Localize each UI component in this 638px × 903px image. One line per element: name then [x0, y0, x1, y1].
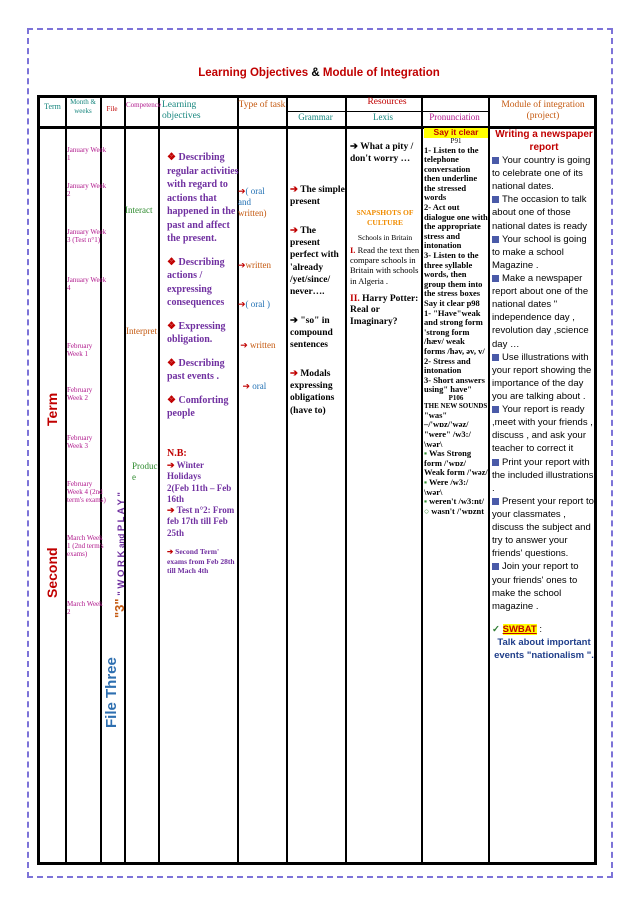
arrow-icon: ➔ [240, 339, 248, 350]
objective-5: ❖ Comforting people [167, 394, 229, 419]
module-title: Writing a newspaper report [495, 129, 593, 153]
new-sounds: THE NEW SOUNDS [424, 401, 488, 410]
square-bullet-icon [492, 498, 499, 505]
header-objectives: Learning objectives [162, 100, 201, 122]
objective-2: ❖ Describing actions / expressing consequences [167, 256, 225, 308]
header-grammar: Grammar [298, 112, 333, 122]
objective-4: ❖ Describing past events . [167, 357, 225, 382]
arrow-icon: ➔ [167, 460, 175, 470]
module-item: Your school is going to make a school Magazine . [492, 233, 587, 271]
lexis-item-1: ➔ What a pity / don't worry … [350, 142, 414, 164]
square-bullet-icon [492, 563, 499, 570]
month-feb-w3: February Week 3 [67, 434, 93, 451]
module-items [492, 154, 596, 613]
header-type: Type of task [238, 100, 286, 110]
month-jan-w4: January Week 4 [67, 276, 107, 293]
arrow-icon: ➔ [290, 315, 298, 326]
arrow-icon: ➔ [238, 260, 246, 271]
pron-were: "were" /w3:/ \wər\ [424, 428, 471, 449]
competence-interact: Interact [125, 205, 153, 215]
module-item: Use illustrations with your report showing the importance of the day you are talking about . [492, 351, 592, 402]
square-bullet-icon [492, 236, 499, 243]
swbat-line: ✓ SWBAT : [492, 623, 543, 635]
diamond-icon: ❖ [167, 357, 176, 369]
diamond-icon: ❖ [167, 394, 176, 406]
second-term-exams: ➔ Second Term' exams from Feb 28th till Mach 4th [167, 546, 235, 576]
module-column [492, 128, 596, 662]
pron-item-6: 3- Short answers using" have" [424, 374, 485, 395]
pron-wasnt: ○ wasn't /'wɒznt [424, 505, 485, 516]
title-part2: Module of Integration [322, 67, 440, 79]
competence-produce: Produce [132, 461, 158, 482]
page-title [0, 67, 638, 79]
header-lexis: Lexis [373, 112, 393, 122]
header-month: Month & weeks [70, 98, 96, 115]
arrow-icon: ➔ [290, 368, 298, 379]
competence-interpret: Interpret [126, 326, 157, 336]
square-bullet-icon [492, 354, 499, 361]
module-item: The occasion to talk about one of those national dates is ready [492, 194, 588, 232]
objectives-column [167, 151, 239, 576]
arrow-icon: ➔ [350, 142, 358, 152]
header-resources: Resources [367, 97, 407, 107]
arrow-icon: ➔ [290, 225, 298, 236]
header-module: Module of integration (project) [501, 100, 585, 121]
grammar-column [290, 184, 346, 417]
type-oral-written: ➔( oral and written) [238, 186, 267, 218]
nb-label: N.B: [167, 447, 187, 459]
title-amp: & [311, 67, 320, 79]
pronunciation-column [424, 128, 488, 516]
header-competence: Competence [126, 101, 161, 109]
winter-holidays: ➔ Winter Holidays 2(Feb 11th – Feb 16th [167, 460, 232, 504]
arrow-icon: ➔ [238, 299, 246, 310]
say-it-clear-badge: Say it clear [424, 128, 488, 138]
pron-item-4: 1- "Have"weak and strong form 'strong form /hæv/ weak forms /həv, əv, v/ [424, 307, 485, 356]
module-item: Your report is ready ,meet with your friends , discuss , and ask your teacher to correct it [492, 404, 593, 455]
type-written-1: ➔written [238, 260, 272, 271]
diamond-icon: ❖ [167, 320, 176, 332]
file-title: File Three [103, 657, 120, 728]
grammar-item-3: ➔ "so" in compound sentences [290, 315, 333, 351]
second-label: Second [44, 547, 60, 598]
grammar-item-1: ➔ The simple present [290, 185, 345, 208]
pron-item-3: 3- Listen to the three syllable words, then group them into the stress boxes [424, 250, 483, 299]
square-bullet-icon [492, 157, 499, 164]
bullet-icon: ○ [424, 505, 430, 516]
square-bullet-icon [492, 459, 499, 466]
month-feb-w2: February Week 2 [67, 386, 93, 403]
module-item: Present your report to your classmates , discuss the subject and try to answer your friends' questions. [492, 495, 594, 560]
pron-item-2: 2- Act out dialogue one with the appropriate stress and intonation [424, 202, 488, 251]
arrow-icon: ➔ [167, 546, 174, 556]
module-item: Join your report to your friends' ones to make the school magazine . [492, 561, 579, 612]
diamond-icon: ❖ [167, 152, 176, 163]
type-oral-1: ➔( oral ) [238, 299, 271, 310]
checkmark-icon: ✓ [492, 623, 500, 635]
grammar-item-2: ➔ The present perfect with 'already /yet/since/ never…. [290, 225, 339, 298]
planning-table [37, 95, 597, 865]
diamond-icon: ❖ [167, 256, 176, 268]
arrow-icon: ➔ [167, 505, 175, 515]
pron-was: "was" –/'wɒz/'wəz/ [424, 409, 469, 430]
month-feb-w1: February Week 1 [67, 342, 93, 359]
month-jan-w2: January Week 2 [67, 182, 107, 199]
type-column [238, 186, 286, 392]
bullet-icon: ▪ [424, 496, 428, 507]
header-term: Term [44, 102, 61, 111]
objective-3: ❖ Expressing obligation. [167, 320, 226, 345]
test-2: ➔ Test n°2: From feb 17th till Feb 25th [167, 505, 235, 538]
month-feb-w4: February Week 4 (2nd term's exams) [67, 480, 106, 505]
page-91: P91 [450, 136, 462, 145]
module-item: Print your report with the included illustrations . [492, 456, 594, 494]
term-label: Term [44, 392, 60, 426]
schools-title: Schools in Britain [357, 233, 413, 243]
square-bullet-icon [492, 275, 499, 282]
lexis-column [350, 142, 420, 328]
month-jan-w3: January Week 3 (Test n°1) [67, 228, 107, 245]
title-part1: Learning Objectives [198, 67, 309, 79]
bullet-icon: ▪ [424, 476, 428, 487]
month-jan-w1: January Week 1 [67, 146, 107, 163]
type-written-2: ➔ written [240, 339, 276, 350]
month-mar-w1: March Week 1 (2nd term's exams) [67, 534, 104, 559]
grammar-item-4: ➔ Modals expressing obligations (have to) [290, 368, 335, 416]
arrow-icon: ➔ [238, 186, 246, 196]
module-talk: Talk about important events "nationalism ". [494, 636, 594, 662]
months-column [67, 146, 107, 646]
lexis-item-3: II. Harry Potter: Real or Imaginary? [350, 293, 419, 327]
module-item: Your country is going to celebrate one of its national dates. [492, 155, 591, 193]
pron-item-1: 1- Listen to the telephone conversation then underline the stressed words [424, 144, 479, 203]
type-oral-2: ➔ oral [242, 380, 267, 391]
header-file: File [106, 105, 118, 113]
objective-1: ❖ Describing regular activities with regard to actions that happened in the past and affect the present. [167, 152, 239, 244]
lexis-item-2: I. Read the text then compare schools in Britain with schools in Algeria . [350, 245, 420, 286]
arrow-icon: ➔ [242, 380, 251, 391]
bullet-icon: ▪ [424, 448, 428, 459]
pron-werent: ▪ weren't /w3:nt/ [424, 496, 484, 507]
file-work-play: "3" " W O R K and P L A Y " [112, 492, 127, 618]
pron-was-forms: ▪ Was Strong form /'wɒz/ Weak form /'wəz/ [424, 448, 488, 478]
square-bullet-icon [492, 406, 499, 413]
page-106: P106 [448, 393, 464, 402]
header-pronunciation: Pronunciation [429, 112, 480, 122]
pron-were-forms: ▪ Were /w3:/ \wər\ [424, 476, 469, 497]
square-bullet-icon [492, 196, 499, 203]
module-item: Make a newspaper report about one of the national dates " independence day , revolution day ,science day … [492, 272, 589, 350]
pron-item-5: 2- Stress and intonation [424, 355, 471, 376]
say-it-clear-2: Say it clear p98 [424, 298, 480, 308]
month-mar-w2: March Week 2 [67, 600, 103, 617]
arrow-icon: ➔ [290, 185, 298, 195]
snapshots-label: SNAPSHOTS OF CULTURE [356, 207, 414, 227]
